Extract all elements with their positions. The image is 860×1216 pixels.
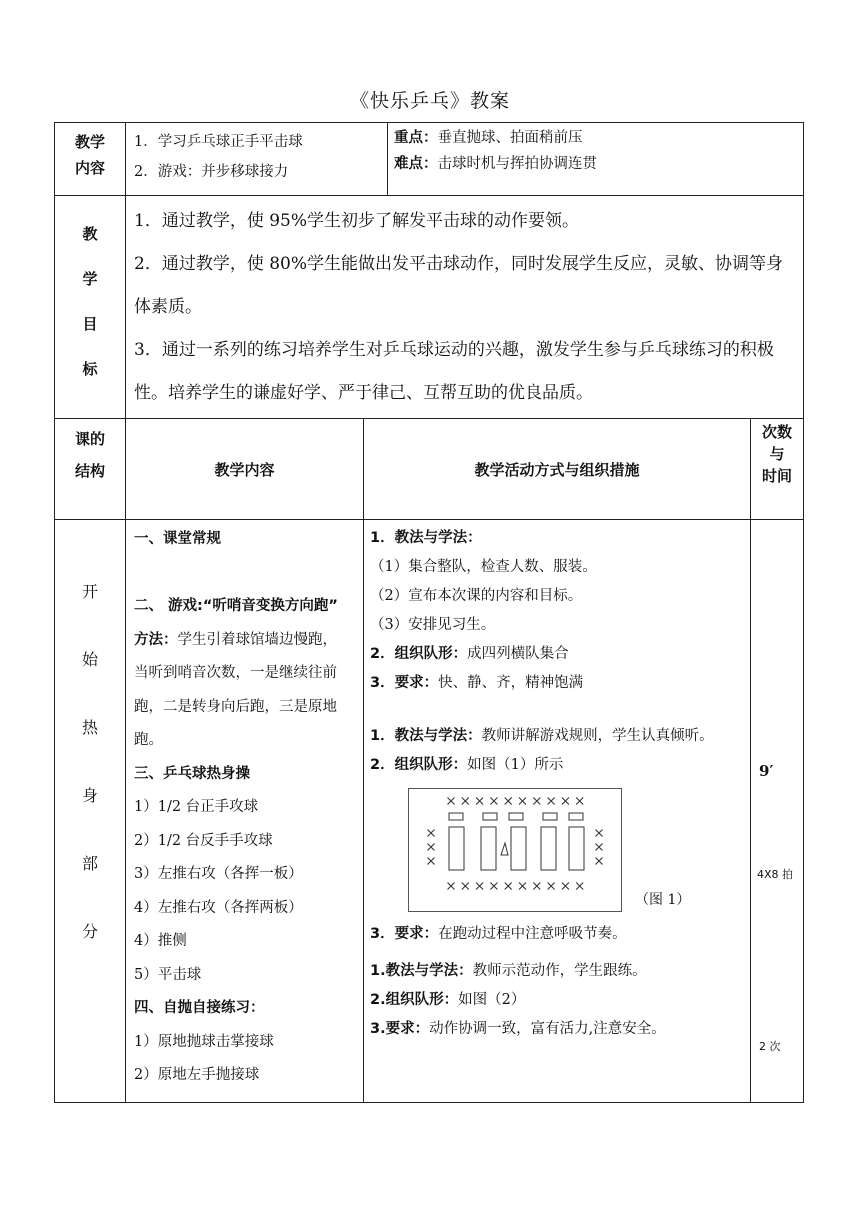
activity-line xyxy=(370,957,746,986)
lesson-plan-table xyxy=(54,122,804,1103)
activity-line xyxy=(370,611,746,640)
content-line: 跑。 xyxy=(134,732,163,748)
activity-header-text: 教学活动方式与组织措施 xyxy=(474,460,640,479)
student-marker xyxy=(448,798,455,805)
activity-line xyxy=(370,582,746,611)
small-box xyxy=(449,813,463,820)
activity-line-text: （3）安排见习生。 xyxy=(370,617,496,633)
activity-line xyxy=(370,553,746,582)
student-marker xyxy=(548,883,555,890)
activity-line xyxy=(370,1015,746,1044)
structure-header xyxy=(55,419,126,520)
content-line: 当听到哨音次数，一是继续往前 xyxy=(134,665,337,681)
section-label-char: 热 xyxy=(81,718,98,737)
time-value: 4X8 拍 xyxy=(757,868,794,881)
times-header-line: 时间 xyxy=(762,467,793,485)
content-line: 5）平击球 xyxy=(134,966,202,983)
content-line xyxy=(134,557,359,591)
section-label-char: 开 xyxy=(81,582,98,601)
small-box xyxy=(543,813,557,820)
activity-line xyxy=(370,640,746,669)
content-item: 2．游戏：并步移球接力 xyxy=(134,164,289,180)
student-marker xyxy=(505,883,512,890)
activity-line-lead: 2．组织队形： xyxy=(370,757,468,773)
content-label-text: 教学内容 xyxy=(74,133,105,177)
formation-diagram xyxy=(409,789,621,911)
section-label-cell xyxy=(55,520,126,1103)
content-line: 4）推侧 xyxy=(134,933,187,949)
teacher-triangle xyxy=(501,843,508,855)
table-box xyxy=(449,827,464,870)
student-marker xyxy=(428,858,435,865)
objective-item: 1．通过教学，使 95%学生初步了解发平击球的动作要领。 xyxy=(134,211,580,231)
activity-line-lead: 3.要求： xyxy=(370,1021,430,1037)
table-box xyxy=(511,827,526,870)
formation-figure xyxy=(408,788,691,912)
small-box xyxy=(569,813,583,820)
table-box xyxy=(541,827,556,870)
student-marker xyxy=(533,798,540,805)
content-line: 2）原地左手抛接球 xyxy=(134,1067,260,1083)
student-marker xyxy=(428,830,435,837)
activity-line-text: 动作协调一致，富有活力,注意安全。 xyxy=(429,1021,666,1037)
difficulty-text: 击球时机与挥拍协调连贯 xyxy=(437,156,598,172)
difficulty-label: 难点： xyxy=(394,156,438,172)
student-marker xyxy=(596,830,603,837)
activity-line xyxy=(370,524,746,553)
small-box xyxy=(483,813,497,820)
activity-block-3 xyxy=(370,920,746,949)
small-box xyxy=(509,813,523,820)
student-marker xyxy=(596,858,603,865)
content-row xyxy=(55,123,804,196)
student-marker xyxy=(548,798,555,805)
student-marker xyxy=(576,883,583,890)
student-marker xyxy=(476,883,483,890)
activity-line-text: （2）宣布本次课的内容和目标。 xyxy=(370,588,583,604)
warmup-row xyxy=(55,520,804,1103)
content-line: 1）原地抛球击掌接球 xyxy=(134,1033,274,1050)
student-marker xyxy=(562,883,569,890)
section-activity-cell xyxy=(364,520,751,1103)
section-label-char: 部 xyxy=(81,854,98,873)
key-points-cell xyxy=(388,123,804,196)
time-value: 9′ xyxy=(759,762,774,780)
content-line: 三、乒乓球热身操 xyxy=(134,765,250,782)
student-marker xyxy=(462,883,469,890)
student-marker xyxy=(490,798,497,805)
time-value: 2 次 xyxy=(759,1040,781,1053)
activity-block-4 xyxy=(370,957,746,1044)
times-header-line: 次数 xyxy=(762,423,793,441)
activity-header xyxy=(364,419,751,520)
content-line: 四、自抛自接练习： xyxy=(134,1000,265,1016)
content-line: 4）左推右攻（各挥两板） xyxy=(134,899,303,916)
student-marker xyxy=(462,798,469,805)
times-header-line: 与 xyxy=(769,445,785,463)
content-header xyxy=(126,419,364,520)
activity-line xyxy=(370,751,746,780)
student-marker xyxy=(476,798,483,805)
student-marker xyxy=(505,798,512,805)
section-times-cell xyxy=(751,520,804,1103)
content-label xyxy=(55,123,125,183)
objectives-label-cell xyxy=(55,196,126,419)
activity-line-lead: 2.组织队形： xyxy=(370,992,459,1008)
activity-line-text: 教师示范动作，学生跟练。 xyxy=(472,963,647,979)
activity-line xyxy=(370,722,746,751)
table-box xyxy=(481,827,496,870)
figure-caption: （图 1） xyxy=(635,892,691,908)
content-line: 2）1/2 台反手手攻球 xyxy=(134,832,273,849)
activity-line-text: 教师讲解游戏规则，学生认真倾听。 xyxy=(481,728,714,744)
objectives-label-char: 标 xyxy=(82,360,98,378)
activity-line-text: （1）集合整队，检查人数、服装。 xyxy=(370,559,597,575)
section-label-char: 身 xyxy=(81,786,98,805)
objectives-label-char: 学 xyxy=(82,270,98,288)
section-content-cell xyxy=(126,520,364,1103)
student-marker xyxy=(428,844,435,851)
activity-line-text: 成四列横队集合 xyxy=(467,646,569,662)
page-title: 《快乐乒乓》教案 xyxy=(349,90,510,112)
student-marker xyxy=(596,844,603,851)
activity-line-lead: 3．要求： xyxy=(370,675,439,691)
activity-line xyxy=(370,669,746,698)
times-header xyxy=(751,419,804,520)
activity-line-text: 如图（1）所示 xyxy=(467,757,564,773)
content-line: 二、 游戏:“听哨音变换方向跑” xyxy=(134,598,338,614)
student-marker xyxy=(533,883,540,890)
student-marker xyxy=(562,798,569,805)
activity-line-text: 快、静、齐，精神饱满 xyxy=(438,675,584,691)
activity-line-text: 在跑动过程中注意呼吸节奏。 xyxy=(438,926,627,942)
activity-line-lead: 1．教法与学法： xyxy=(370,728,482,744)
section-label-char: 始 xyxy=(81,650,98,669)
activity-line-lead: 1.教法与学法： xyxy=(370,963,473,979)
activity-line-lead: 2．组织队形： xyxy=(370,646,468,662)
content-lines xyxy=(126,520,363,1093)
content-line xyxy=(134,624,359,658)
objectives-row xyxy=(55,196,804,419)
activity-line-text: 如图（2） xyxy=(458,992,526,1008)
activity-line xyxy=(370,920,746,949)
student-marker xyxy=(576,798,583,805)
content-header-text: 教学内容 xyxy=(214,460,275,479)
student-marker xyxy=(519,883,526,890)
section-label-char: 分 xyxy=(81,922,98,941)
content-label-cell xyxy=(55,123,126,196)
structure-header-line: 课的 xyxy=(74,430,105,448)
activity-line-lead: 3．要求： xyxy=(370,926,439,942)
objective-item: 3．通过一系列的练习培养学生对乒乓球运动的兴趣，激发学生参与乒乓球练习的积极性。培养学生的谦虚好学、严于律己、互帮互助的优良品质。 xyxy=(134,340,774,403)
student-marker xyxy=(490,883,497,890)
activity-block-2 xyxy=(370,722,746,780)
activity-line xyxy=(370,986,746,1015)
content-line: 3）左推右攻（各挥一板） xyxy=(134,866,303,882)
content-line: 1）1/2 台正手攻球 xyxy=(134,799,259,815)
objective-item: 2．通过教学，使 80%学生能做出发平击球动作，同时发展学生反应，灵敏、协调等身体素质。 xyxy=(134,254,784,317)
column-header-row xyxy=(55,419,804,520)
activity-line-lead: 1．教法与学法： xyxy=(370,530,482,546)
activity-block-1 xyxy=(370,524,746,698)
structure-header-line: 结构 xyxy=(74,462,105,480)
objectives-cell xyxy=(126,196,804,419)
content-line: 跑，二是转身向后跑，三是原地 xyxy=(134,698,337,715)
student-marker xyxy=(448,883,455,890)
content-items-cell xyxy=(126,123,388,196)
student-marker xyxy=(519,798,526,805)
key-label: 重点： xyxy=(394,130,438,146)
content-line-lead: 方法： xyxy=(134,631,178,648)
content-item: 1．学习乒乓球正手平击球 xyxy=(134,134,303,150)
content-line: 一、课堂常规 xyxy=(134,531,221,547)
key-text: 垂直抛球、拍面稍前压 xyxy=(437,130,583,146)
table-box xyxy=(569,827,584,870)
objectives-label-char: 目 xyxy=(82,315,98,333)
content-line-text: 学生引着球馆墙边慢跑， xyxy=(177,631,337,648)
objectives-label-char: 教 xyxy=(82,225,98,243)
